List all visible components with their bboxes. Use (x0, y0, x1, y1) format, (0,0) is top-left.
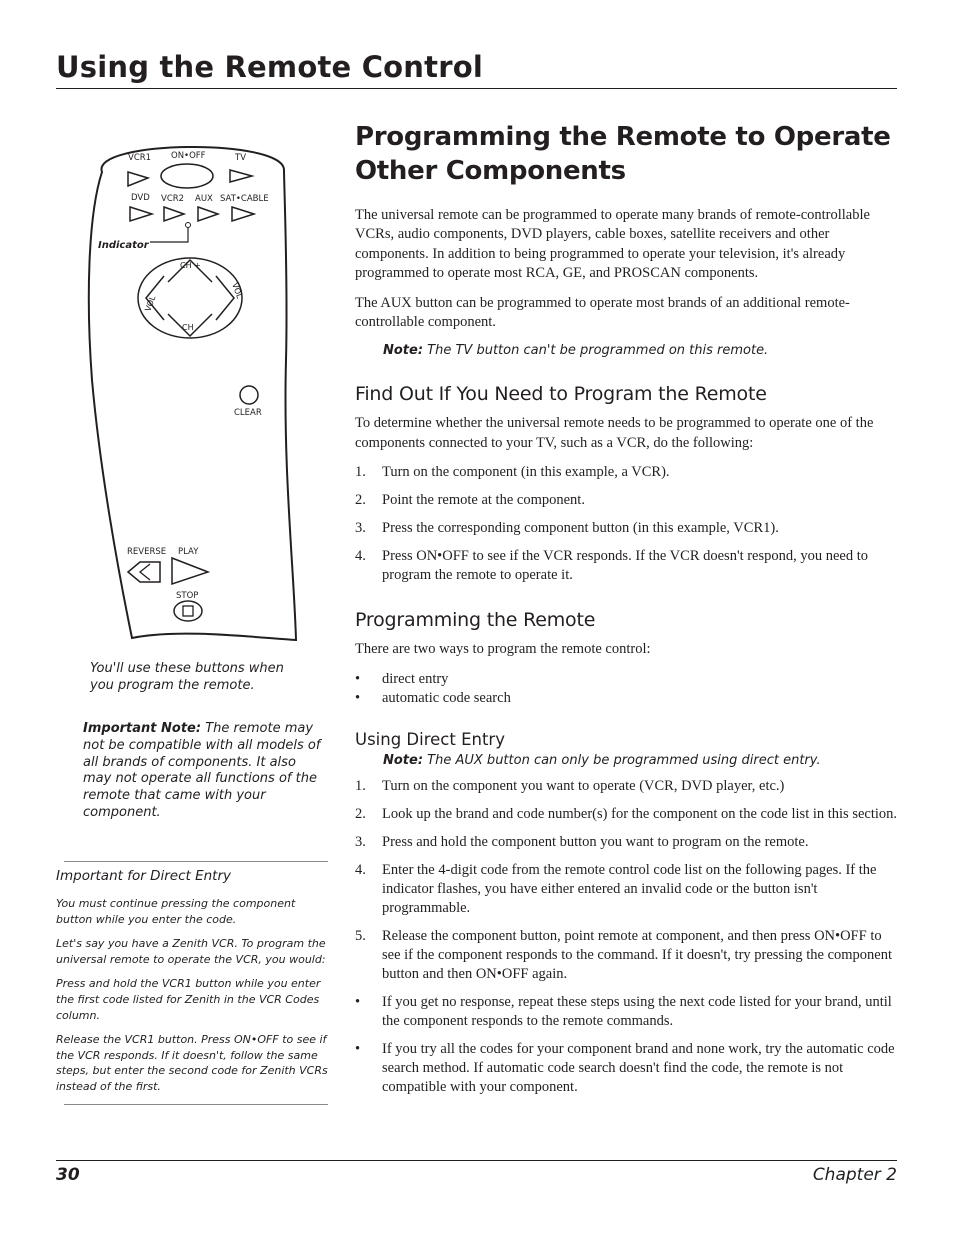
bullet: • (355, 670, 361, 687)
list-item (355, 670, 898, 689)
step-text: Press ON•OFF to see if the VCR responds. If the VCR doesn't respond, you need to program the remote to operate it. (382, 548, 869, 584)
step-text: Look up the brand and code number(s) for the component on the code list in this section. (382, 805, 898, 822)
sidebar-paragraph: Let's say you have a Zenith VCR. To program the universal remote to operate the VCR, you would: (56, 937, 326, 966)
bullet-text: If you get no response, repeat these steps using the next code listed for your brand, until the component responds to the remote commands. (382, 993, 892, 1029)
section-find-out-title: Find Out If You Need to Program the Remote (355, 383, 767, 406)
list-item (355, 993, 898, 1031)
bullet-text: If you try all the codes for your component brand and none work, try the automatic code search method. If automatic code search doesn't find the code, the remote is not compatible with your component. (382, 1040, 895, 1095)
step-number: 4. (355, 861, 366, 878)
footer-rule (56, 1160, 897, 1161)
sidebar-title: Important for Direct Entry (56, 868, 231, 884)
bullet-text: automatic code search (382, 689, 511, 706)
list-item (355, 861, 898, 918)
step-text: Release the component button, point remote at component, and then press ON•OFF to see if the component responds to the command. If it doesn't, try pressing the component button and then ON•OFF again. (382, 927, 892, 982)
step-text: Point the remote at the component. (382, 492, 585, 509)
step-text: Turn on the component (in this example, a VCR). (382, 464, 670, 481)
list-item (355, 689, 898, 708)
list-item (355, 777, 898, 796)
remote-control-illustration (70, 130, 310, 660)
bullet: • (355, 1040, 361, 1057)
step-number: 3. (355, 520, 366, 537)
tv-button-note (383, 342, 898, 359)
ch-up-label: CH + (180, 261, 201, 270)
tv-label: TV (235, 153, 247, 163)
list-item (355, 927, 898, 984)
step-number: 2. (355, 492, 366, 509)
step-text: Turn on the component you want to operate (VCR, DVD player, etc.) (382, 777, 785, 794)
sidebar-top-rule (64, 861, 328, 862)
vcr1-label: VCR1 (128, 153, 152, 163)
stop-label: STOP (176, 591, 199, 601)
important-note (83, 721, 323, 822)
programming-methods-list (355, 670, 898, 708)
find-out-steps (355, 463, 898, 585)
section-programming-title: Programming the Remote (355, 609, 596, 632)
important-note-label: Important Note: (83, 721, 202, 736)
page-number: 30 (56, 1165, 80, 1185)
sidebar-paragraph: Press and hold the VCR1 button while you enter the first code listed for Zenith in the VCR Codes column. (56, 977, 321, 1022)
dvd-label: DVD (131, 193, 150, 203)
vol-left-label: VOL (143, 294, 158, 313)
step-number: 4. (355, 548, 366, 565)
remote-caption: You'll use these buttons when you program the remote. (90, 661, 284, 693)
direct-entry-tips (355, 993, 898, 1097)
chapter-label: Chapter 2 (812, 1165, 897, 1185)
step-text: Press the corresponding component button (in this example, VCR1). (382, 520, 779, 537)
vcr2-label: VCR2 (161, 194, 185, 204)
note-text: The TV button can't be programmed on this remote. (423, 343, 769, 359)
direct-entry-steps (355, 777, 898, 984)
list-item (355, 491, 898, 510)
step-number: 1. (355, 464, 366, 481)
indicator-label: Indicator (98, 240, 149, 251)
list-item (355, 833, 898, 852)
clear-label: CLEAR (234, 408, 262, 418)
step-number: 5. (355, 927, 366, 944)
step-number: 1. (355, 777, 366, 794)
sat-cable-label: SAT•CABLE (220, 194, 269, 204)
section-programming-intro: There are two ways to program the remote control: (355, 641, 651, 658)
step-text: Press and hold the component button you want to program on the remote. (382, 833, 809, 850)
note-label: Note: (383, 752, 424, 768)
list-item (355, 547, 898, 585)
reverse-label: REVERSE (127, 547, 167, 557)
sidebar-paragraph: Release the VCR1 button. Press ON•OFF to see if the VCR responds. If it doesn't, follow the same steps, but enter the second code for Zenith VCRs instead of the first. (56, 1033, 328, 1093)
list-item (355, 519, 898, 538)
sidebar-bottom-rule (64, 1104, 328, 1105)
list-item (355, 463, 898, 482)
important-note-text: The remote may not be compatible with all models of all brands of components. It also may not operate all functions of the remote that came with your component. (83, 721, 321, 820)
aux-button-note (383, 752, 898, 769)
header-rule (56, 88, 897, 89)
main-column (355, 120, 898, 1106)
aux-label: AUX (195, 194, 213, 204)
intro-paragraph: The AUX button can be programmed to operate most brands of an additional remote-controllable component. (355, 294, 850, 331)
note-label: Note: (383, 343, 424, 359)
bullet: • (355, 993, 361, 1010)
bullet: • (355, 689, 361, 706)
step-text: Enter the 4-digit code from the remote control code list on the following pages. If the indicator flashes, you have either entered an invalid code or the button isn't programmable. (382, 861, 877, 916)
sidebar-paragraph: You must continue pressing the component button while you enter the code. (56, 897, 296, 926)
bullet-text: direct entry (382, 670, 449, 687)
indicator-light (186, 223, 191, 228)
step-number: 3. (355, 833, 366, 850)
intro-paragraph: The universal remote can be programmed to operate many brands of remote-controllable VCRs, audio components, DVD players, cable boxes, satellite receivers and other components. In addition to being programmed to operate your television, it's already programmed to operate most RCA, GE, and PROSCAN components. (355, 207, 870, 282)
on-off-label: ON•OFF (171, 151, 206, 161)
list-item (355, 1040, 898, 1097)
list-item (355, 805, 898, 824)
play-label: PLAY (178, 547, 199, 557)
ch-down-label: CH (182, 323, 194, 332)
section-direct-entry-title: Using Direct Entry (355, 729, 505, 749)
main-heading: Programming the Remote to Operate Other Components (355, 122, 891, 186)
page-header-title: Using the Remote Control (56, 50, 483, 84)
step-number: 2. (355, 805, 366, 822)
section-find-out-intro: To determine whether the universal remote needs to be programmed to operate one of the components connected to your TV, such as a VCR, do the following: (355, 415, 874, 451)
note-text: The AUX button can only be programmed using direct entry. (423, 752, 821, 768)
direct-entry-sidebar (56, 861, 328, 1105)
vol-right-label: VOL (230, 281, 245, 300)
